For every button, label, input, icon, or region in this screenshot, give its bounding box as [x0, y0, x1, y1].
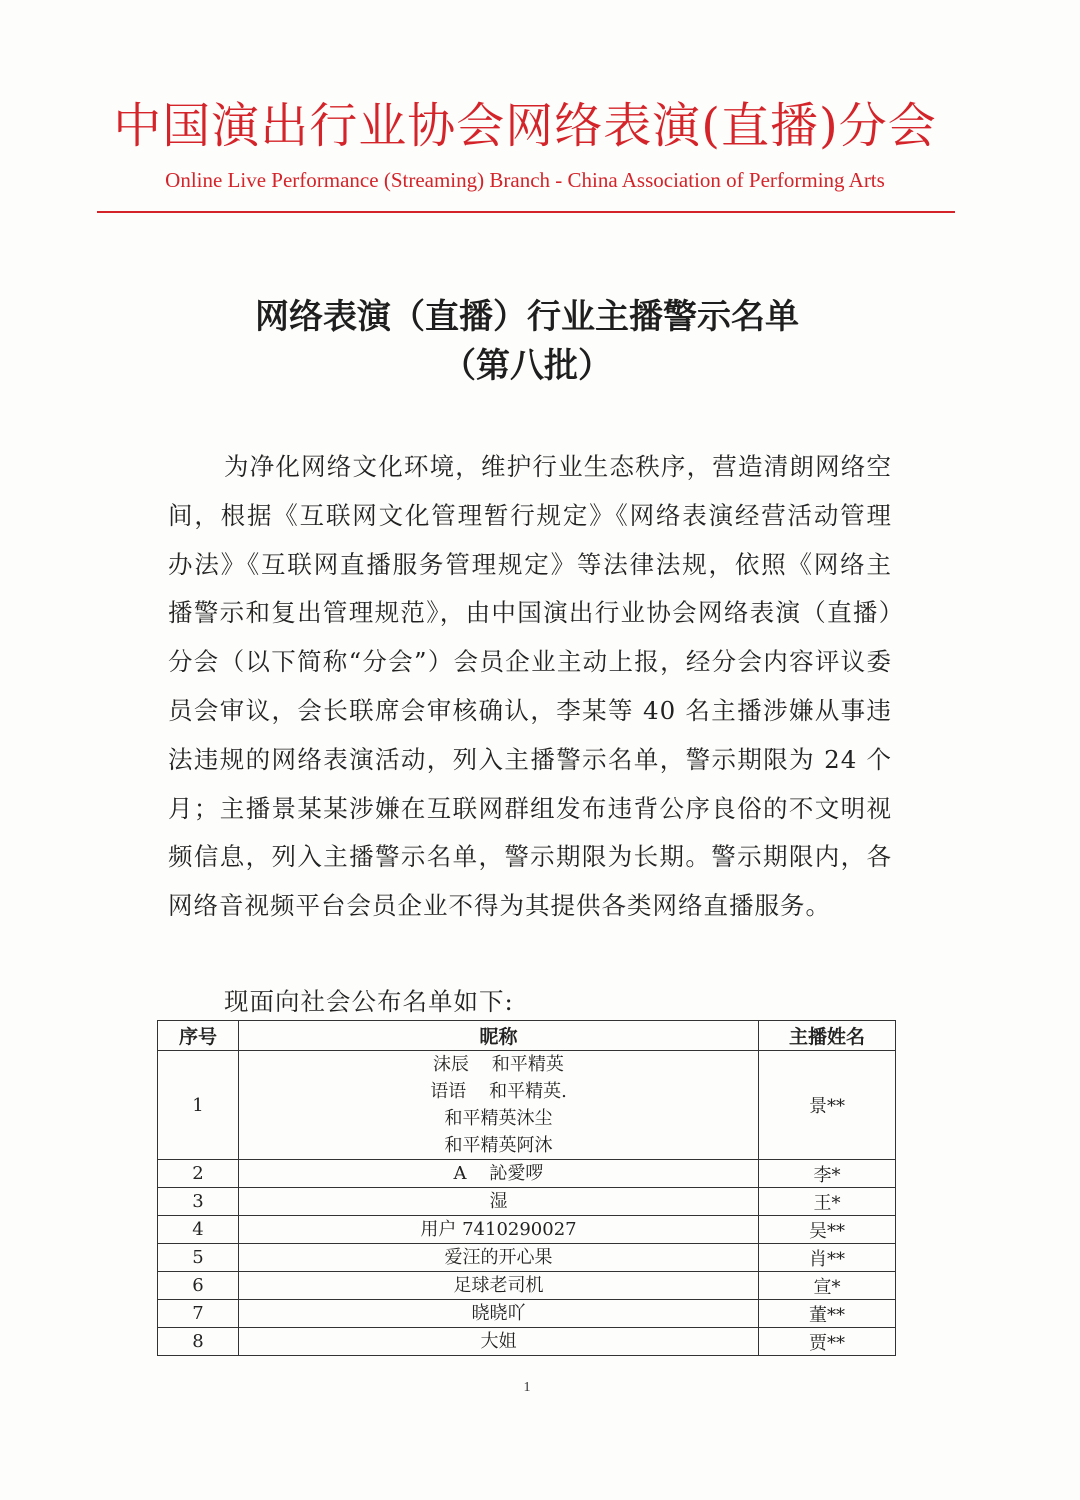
- list-intro: 现面向社会公布名单如下:: [224, 987, 514, 1016]
- table-row: [158, 1328, 896, 1356]
- nickname-text: A 訫愛啰: [453, 1163, 544, 1184]
- streamer-name-cell: 宣*: [759, 1272, 896, 1300]
- nickname-cell: [239, 1328, 759, 1356]
- nickname-cell: [239, 1216, 759, 1244]
- streamer-name-cell: 景**: [759, 1051, 896, 1160]
- nickname-cell: [239, 1160, 759, 1188]
- nickname-text: 大姐: [480, 1331, 517, 1352]
- serial-number-cell: 5: [158, 1244, 239, 1272]
- table-row: [158, 1188, 896, 1216]
- nickname-text: 和平精英阿沐: [444, 1135, 553, 1156]
- nickname-text: 用户 7410290027: [420, 1219, 577, 1240]
- table-row: [158, 1272, 896, 1300]
- nickname-text: 足球老司机: [453, 1275, 544, 1296]
- serial-number-cell: 8: [158, 1328, 239, 1356]
- nickname-text: 晓晓吖: [471, 1303, 526, 1324]
- streamer-name-cell: 贾**: [759, 1328, 896, 1356]
- table-row: [158, 1244, 896, 1272]
- nickname-cell: [239, 1300, 759, 1328]
- nickname-text: 语语 和平精英.: [430, 1081, 567, 1102]
- table-row: [158, 1160, 896, 1188]
- header-streamer-name: 主播姓名: [759, 1021, 896, 1051]
- serial-number-cell: 3: [158, 1188, 239, 1216]
- header-serial-number: 序号: [158, 1021, 239, 1051]
- letterhead-english-name: Online Live Performance (Streaming) Branch - China Association of Performing Arts: [165, 168, 885, 192]
- nickname-text: 沫辰 和平精英: [433, 1054, 564, 1075]
- nickname-text: 爱汪的开心果: [444, 1247, 553, 1268]
- serial-number-cell: 7: [158, 1300, 239, 1328]
- nickname-cell: [239, 1272, 759, 1300]
- body-paragraph: 为净化网络文化环境，维护行业生态秩序，营造清朗网络空间，根据《互联网文化管理暂行规定》《网络表演经营活动管理办法》《互联网直播服务管理规定》等法律法规，依照《网络主播警示和复出管理规范》，由中国演出行业协会网络表演（直播）分会（以下简称“分会”）会员企业主动上报，经分会内容评议委员会审议，会长联席会审核确认，李某等 40 名主播涉嫌从事违法违规的网络表演活动，列入主播警示名单，警示期限为 24 个月；主播景某某涉嫌在互联网群组发布违背公序良俗的不文明视频信息，列入主播警示名单，警示期限为长期。警示期限内，各网络音视频平台会员企业不得为其提供各类网络直播服务。: [168, 452, 892, 921]
- serial-number-cell: 2: [158, 1160, 239, 1188]
- letterhead-chinese-name: 中国演出行业协会网络表演(直播)分会: [113, 98, 937, 154]
- letterhead-divider: [97, 211, 955, 213]
- nickname-text: 湿: [489, 1191, 508, 1212]
- table-row: [158, 1216, 896, 1244]
- header-nickname: 昵称: [239, 1021, 759, 1051]
- nickname-text: 和平精英沐尘: [444, 1108, 553, 1129]
- serial-number-cell: 1: [158, 1051, 239, 1160]
- document-batch-subtitle: （第八批）: [442, 346, 612, 386]
- warning-list-table: [157, 1020, 896, 1356]
- nickname-cell: [239, 1244, 759, 1272]
- document-title: 网络表演（直播）行业主播警示名单: [255, 297, 799, 337]
- streamer-name-cell: 肖**: [759, 1244, 896, 1272]
- nickname-cell: [239, 1188, 759, 1216]
- page-number: 1: [523, 1380, 531, 1395]
- table-row: [158, 1051, 896, 1160]
- serial-number-cell: 6: [158, 1272, 239, 1300]
- streamer-name-cell: 吴**: [759, 1216, 896, 1244]
- table-row: [158, 1300, 896, 1328]
- table-body: [158, 1051, 896, 1356]
- table-header-row: [158, 1021, 896, 1051]
- nickname-cell: [239, 1051, 759, 1160]
- serial-number-cell: 4: [158, 1216, 239, 1244]
- streamer-name-cell: 王*: [759, 1188, 896, 1216]
- streamer-name-cell: 董**: [759, 1300, 896, 1328]
- streamer-name-cell: 李*: [759, 1160, 896, 1188]
